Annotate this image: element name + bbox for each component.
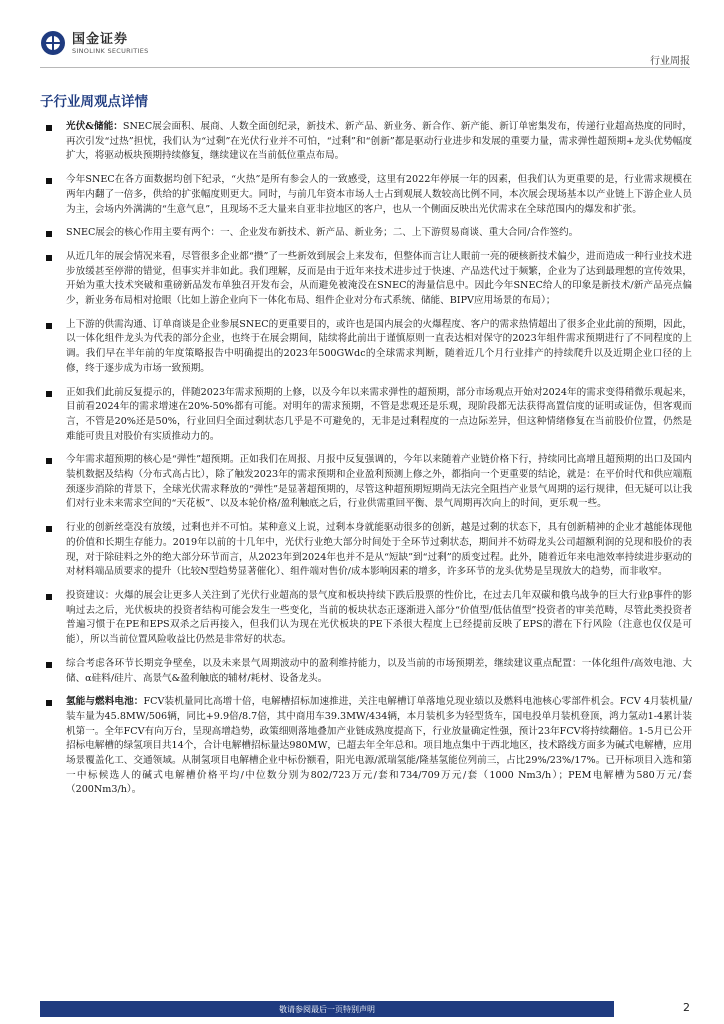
company-name-cn: 国金证券 <box>72 31 129 47</box>
bullet-icon <box>46 526 52 532</box>
paragraph-elasticity <box>46 453 692 512</box>
paragraph-hydrogen <box>46 695 692 798</box>
bullet-icon <box>46 594 52 600</box>
paragraph-lead: 光伏&储能： <box>66 121 123 132</box>
bullet-icon <box>46 231 52 237</box>
bullet-icon <box>46 178 52 184</box>
paragraph-supply-demand <box>46 318 692 377</box>
company-logo <box>40 30 149 56</box>
bullet-icon <box>46 662 52 668</box>
section-title: 子行业周观点详情 <box>40 94 148 110</box>
paragraph-text: 上下游的供需沟通、订单商谈是企业参展SNEC的更重要目的，或许也是国内展会的火爆程度、客户的需求热情超出了很多企业此前的预期，因此，以一体化组件龙头为代表的部分企业，也终于在展会期间，陆续将此前出于谨慎原则一直表达相对保守的2023年组件需求预期进行了不同程度的上调。我们早在半年前的年度策略报告中明确提出的2023年500GWdc的全球需求判断，随着近几个月行业排产的持续爬升以及近期企业口径的上修，终于逐步成为市场一致预期。 <box>66 318 692 374</box>
paragraph-investment-advice <box>46 589 692 648</box>
bullet-icon <box>46 458 52 464</box>
footer-disclaimer-bar <box>40 1001 614 1017</box>
bullet-icon <box>46 700 52 706</box>
bullet-icon <box>46 391 52 397</box>
page-header <box>0 0 724 70</box>
paragraph-snec-role <box>46 226 692 241</box>
footer-disclaimer: 敬请参阅最后一页特别声明 <box>279 1005 375 1014</box>
paragraph-2024-demand <box>46 386 692 445</box>
paragraph-pv-storage <box>46 120 692 164</box>
bullet-icon <box>46 125 52 131</box>
bullet-icon <box>46 255 52 261</box>
paragraph-new-tech <box>46 250 692 309</box>
paragraph-text: 从近几年的展会情况来看，尽管很多企业都“攒”了一些新效到展会上来发布，但整体而言让人眼前一亮的硬核新技术偏少，进而造成一种行业技术进步放缓甚至停滞的错觉，但事实并非如此。我们理解，反而是由于近年来技术进步过于快速、产品迭代过于频繁，企业为了达到最理想的宣传效果，开始为重大技术突破和重磅新品发布单独召开发布会，从而避免被淹没在SNEC的海量信息中。因此今年SNEC给人的印象是新技术/新产品亮点偏少，新业务布局相对抢眼（比如上游企业向下一体化布局、组件企业对分布式系统、储能、BIPV应用场景的布局）； <box>66 250 692 307</box>
paragraph-text: 正如我们此前反复提示的，伴随2023年需求预期的上修，以及今年以来需求弹性的超预期，部分市场观点开始对2024年的需求变得稍微乐观起来，目前看2024年的需求增速在20%-50%都有可能。对明年的需求预期，不管是悲观还是乐观，现阶段都无法获得高置信度的证明或证伪，但客观而言，不管是20%还是50%，行业回归全面过剩状态几乎是不可避免的，无非是过剩程度的一点边际差异，但这种情绪修复在当前股价位置，仍然是难能可贵且对股价有实质推动力的。 <box>66 386 692 442</box>
paragraph-text: 投资建议：火爆的展会让更多人关注到了光伏行业超高的景气度和板块持续下跌后股票的性价比，在过去几年双碳和俄乌战争的巨大行业β事件的影响过去之后，光伏板块的投资者结构可能会发生一些变化，当前的板块状态正逐渐进入部分“价值型/低估值型”投资者的审美范畴，尽管此类投资者普遍习惯于在PE和EPS双杀之后再接入，但我们认为现在光伏板块的PE下杀很大程度上已经提前反映了EPS的潜在下行风险（注意也仅仅是可能），所以当前位置风险收益比仍然是非常好的状态。 <box>66 589 692 646</box>
paragraph-text: 综合考虑各环节长期竞争壁垒，以及未来景气周期波动中的盈利维持能力，以及当前的市场预期差，继续建议重点配置：一体化组件/高效电池、大储、α硅料/硅片、高景气&盈利触底的辅材/耗材、设备龙头。 <box>66 657 692 684</box>
paragraph-recommendation <box>46 657 692 686</box>
paragraph-text: 今年SNEC在各方面数据均创下纪录，“火热”是所有参会人的一致感受，这里有2022年停展一年的因素，但我们认为更重要的是，行业需求规模在两年内翻了一倍多，供给的扩张幅度则更大。同时，与前几年资本市场人士占到观展人数较高比例不同，本次展会现场基本以产业链上下游企业人员为主，会场内外满满的“生意气息”，且现场不乏大量来自亚非拉地区的客户，也从一个侧面反映出光伏需求在全球范围内的爆发和扩张。 <box>66 174 692 215</box>
paragraph-text: SNEC展会的核心作用主要有两个：一、企业发布新技术、新产品、新业务；二、上下游贸易商谈、重大合同/合作签约。 <box>66 227 579 239</box>
paragraph-text: 今年需求超预期的核心是“弹性”超预期。正如我们在周报、月报中反复强调的，今年以来随着产业链价格下行，持续同比高增且超预期的出口及国内装机数据及结构（分布式高占比），除了触发2023年的需求预期和企业盈利预测上修之外，都指向一个更重要的结论，就是：在平价时代和供应端瓶颈逐步消除的背景下，全球光伏需求释放的“弹性”是显著超预期的，尽管这种超预期短期尚无法完全阻挡产业景气周期的运行规律，但无疑可以让我们对行业未来需求空间的“天花板”、以及本轮价格/盈利触底之后，行业供需重回平衡、景气周期再次向上的时间，更乐观一些。 <box>66 454 692 510</box>
paragraph-lead: 氢能与燃料电池： <box>66 696 144 708</box>
company-name-en: SINOLINK SECURITIES <box>72 46 149 55</box>
report-body <box>46 120 692 807</box>
paragraph-innovation <box>46 521 692 580</box>
paragraph-snec-record <box>46 173 692 217</box>
bullet-icon <box>46 323 52 329</box>
paragraph-text: 行业的创新丝毫没有放缓，过剩也并不可怕。某种意义上说，过剩本身就能驱动很多的创新，越是过剩的状态下，具有创新精神的企业才越能体现他的价值和长期生存能力。2019年以前的十几年中，光伏行业绝大部分时间处于全环节过剩状态，期间并不妨碍龙头公司超额利润的兑现和股价的表现，对于除硅料之外的绝大部分环节而言，从2023年到2024年也并不是从“短缺”到“过剩”的质变过程。此外，随着近年来电池效率持续进步驱动的对材料端品质要求的提升（比较N型趋势显著催化）、组件端对售价/成本影响因素的增多，许多环节的龙头优势是呈现放大的趋势，而非收窄。 <box>66 522 692 578</box>
paragraph-text: SNEC展会面积、展商、人数全面创纪录，新技术、新产品、新业务、新合作、新产能、新订单密集发布，传递行业超高热度的同时，再次引发“过热”担忧，我们认为“过剩”在光伏行业并不可怕，“过剩”和“创新”都是驱动行业进步和发展的重要力量，需求弹性超预期+龙头优势幅度扩大，将驱动板块预期持续修复，继续建议在当前低位重点布局。 <box>66 121 692 162</box>
header-divider <box>40 67 690 68</box>
paragraph-text: FCV装机量同比高增十倍，电解槽招标加速推进，关注电解槽订单落地兑现业绩以及燃料电池核心零部件机会。FCV 4月装机量/装车量为45.8MW/506辆，同比+9.9倍/8.7倍，其中商用车39.3MW/434辆，本月装机多为轻型货车，国电投单月装机登顶，鸿力氢动1-4累计装机第一。全年FCV有向万台，呈现高增趋势，政策细则落地叠加产业链成熟度提高下，行业放量确定性强，预计23年FCV将持续翻倍。1-5月已公开招标电解槽的绿氢项目共14个，合计电解槽招标量达980MW，已超去年全年总和。项目地点集中于西北地区，技术路线方面多为碱式电解槽，应用场景覆盖化工、交通领域。从制氢项目电解槽企业中标份额看，阳光电源/派瑞氢能/隆基氢能位列前三，占比29%/23%/17%。已开标项目入选和第一中标候选人的碱式电解槽价格平均/中位数分别为802/723万元/套和734/709万元/套（1000 Nm3/h）；PEM电解槽为580万元/套（200Nm3/h）。 <box>66 696 692 796</box>
page-number: 2 <box>683 1001 690 1014</box>
logo-mark-icon <box>40 30 66 56</box>
report-type: 行业周报 <box>650 56 690 67</box>
